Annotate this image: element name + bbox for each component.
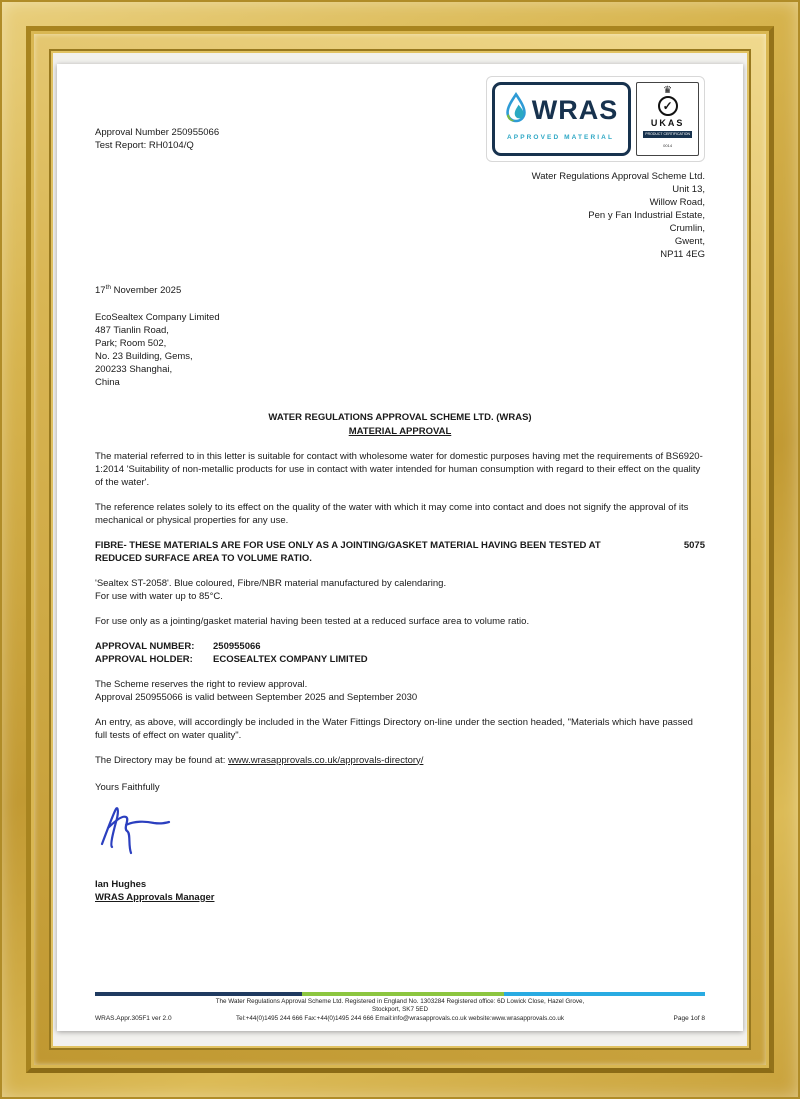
sender-address-line: Unit 13, <box>672 183 705 195</box>
approval-holder-value: ECOSEALTEX COMPANY LIMITED <box>213 653 368 665</box>
recipient-address-line: Park; Room 502, <box>95 337 167 349</box>
footer-bar-navy <box>95 992 302 996</box>
picture-frame-inner <box>34 34 766 1065</box>
sender-address-line: Crumlin, <box>669 222 705 234</box>
paragraph-product-description: 'Sealtex ST-2058'. Blue coloured, Fibre/NBR material manufactured by calendaring. <box>95 577 447 589</box>
paragraph-material-suitability: The material referred to in this letter is suitable for contact with wholesome water for domestic purposes having met the requirements of BS6920-1:2014 'Suitability of non-metallic products for use in contact with water intended for human consumption with regard to their effect on the quality of the water'. <box>95 450 703 488</box>
water-drop-icon <box>503 92 529 128</box>
sender-address-line: Water Regulations Approval Scheme Ltd. <box>531 170 705 182</box>
recipient-address <box>95 311 705 389</box>
approval-number-label: APPROVAL NUMBER: <box>95 640 195 652</box>
letter-title <box>95 411 705 438</box>
certification-logos <box>486 76 705 162</box>
sender-address-line: Willow Road, <box>649 196 705 208</box>
checkmark-icon: ✓ <box>658 96 678 116</box>
document-reference: WRAS.Appr.305F1 ver 2.0 <box>95 1015 172 1022</box>
sender-address-line: NP11 4EG <box>660 248 705 260</box>
recipient-address-line: 200233 Shanghai, <box>95 363 173 375</box>
ukas-logo <box>636 82 699 156</box>
page-number: Page 1of 8 <box>673 1015 705 1022</box>
signatory-name: Ian Hughes <box>95 878 147 890</box>
approval-number-value: 250955066 <box>213 640 261 652</box>
fibre-reference-number: 5075 <box>683 539 705 551</box>
title-line-1: WATER REGULATIONS APPROVAL SCHEME LTD. (WRAS) <box>268 411 532 423</box>
footer-company-details <box>205 998 595 1024</box>
sender-address-line: Gwent, <box>674 235 705 247</box>
paragraph-directory-entry: An entry, as above, will accordingly be included in the Water Fittings Directory on-line under the section headed, "Materials which have passed full tests of effect on water quality". <box>95 716 693 741</box>
footer-bar-green <box>302 992 503 996</box>
paragraph-review-rights <box>95 678 705 704</box>
letter-date: 17th November 2025 <box>95 283 182 296</box>
footer-bar-blue <box>504 992 705 996</box>
sender-address-line: Pen y Fan Industrial Estate, <box>588 209 705 221</box>
footer-registration-line: The Water Regulations Approval Scheme Ltd. Registered in England No. 1303284 Registered office: 6D Lowick Close, Hazel Grove, Stockport, SK7 5ED <box>215 997 585 1013</box>
directory-link-prefix: The Directory may be found at: <box>95 754 229 766</box>
letter-page <box>57 64 743 1031</box>
wras-wordmark: WRAS <box>531 94 619 125</box>
paragraph-temperature-limit: For use with water up to 85°C. <box>95 590 223 602</box>
recipient-address-line: No. 23 Building, Gems, <box>95 350 193 362</box>
approval-holder-row <box>95 653 705 666</box>
validity-line: Approval 250955066 is valid between September 2025 and September 2030 <box>95 691 418 703</box>
review-line: The Scheme reserves the right to review approval. <box>95 678 308 690</box>
signatory-role: WRAS Approvals Manager <box>95 891 215 903</box>
title-line-2: MATERIAL APPROVAL <box>348 425 452 437</box>
signature-image <box>93 800 705 862</box>
reference-block <box>95 126 219 162</box>
footer-color-bar <box>95 992 705 996</box>
approval-holder-label: APPROVAL HOLDER: <box>95 653 193 665</box>
recipient-address-line: China <box>95 376 120 388</box>
ukas-number: 0014 <box>663 142 673 148</box>
recipient-address-line: EcoSealtex Company Limited <box>95 311 220 323</box>
picture-frame-lip <box>49 49 751 1050</box>
approval-number-row <box>95 640 705 653</box>
test-report-line: Test Report: RH0104/Q <box>95 139 194 151</box>
paragraph-use-restriction: For use only as a jointing/gasket material having been tested at a reduced surface area to volume ratio. <box>95 615 530 627</box>
wras-logo <box>492 82 632 156</box>
letter-header <box>95 76 705 162</box>
picture-frame-ridge <box>26 26 774 1073</box>
approved-material-tagline: APPROVED MATERIAL <box>506 134 615 142</box>
approvals-directory-link[interactable]: www.wrasapprovals.co.uk/approvals-directory/ <box>228 754 424 766</box>
approval-number-line: Approval Number 250955066 <box>95 126 220 138</box>
paragraph-directory-link <box>95 754 705 767</box>
frame-mat <box>53 53 747 1046</box>
ukas-wordmark: UKAS <box>650 118 685 128</box>
sender-address <box>95 170 705 261</box>
recipient-address-line: 487 Tianlin Road, <box>95 324 169 336</box>
paragraph-fibre-statement: FIBRE- THESE MATERIALS ARE FOR USE ONLY AS A JOINTING/GASKET MATERIAL HAVING BEEN TESTED AT REDUCED SURFACE AREA TO VOLUME RATIO. 5075 <box>95 539 705 564</box>
paragraph-reference-scope: The reference relates solely to its effect on the quality of the water with which it may come into contact and does not signify the approval of its mechanical or physical properties for any use. <box>95 501 689 526</box>
date-ordinal: th <box>105 283 111 291</box>
salutation: Yours Faithfully <box>95 781 160 793</box>
crown-icon: ♛ <box>663 85 673 96</box>
letter-footer <box>95 992 705 1024</box>
ukas-certification-label: PRODUCT CERTIFICATION <box>645 132 690 136</box>
approval-details <box>95 640 705 666</box>
footer-contact-line: Tel:+44(0)1495 244 666 Fax:+44(0)1495 244 666 Email:info@wrasapprovals.co.uk website:www.wrasapprovals.co.uk <box>235 1014 565 1022</box>
